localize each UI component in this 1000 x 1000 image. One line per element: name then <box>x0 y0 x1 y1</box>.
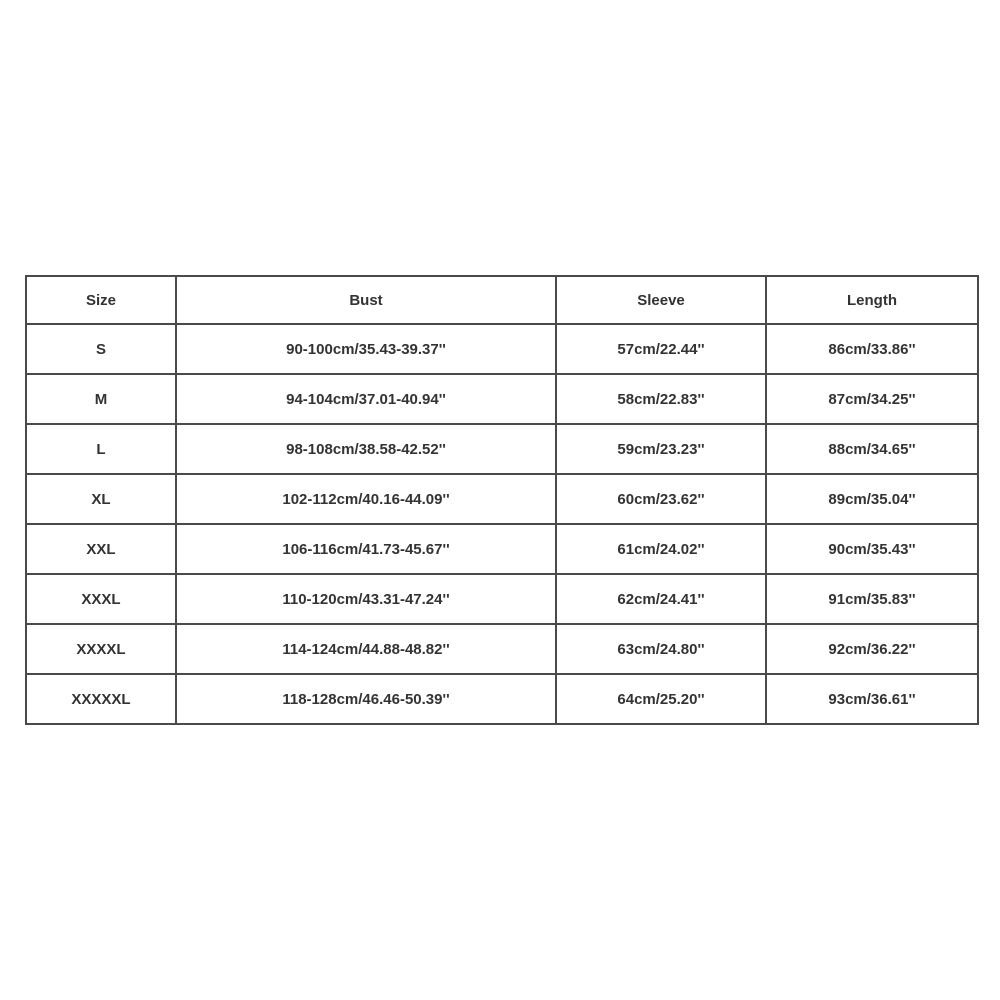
sleeve-cell: 64cm/25.20'' <box>556 674 766 724</box>
bust-cell: 94-104cm/37.01-40.94'' <box>176 374 556 424</box>
table-row <box>26 374 978 424</box>
sleeve-cell: 58cm/22.83'' <box>556 374 766 424</box>
sleeve-cell: 63cm/24.80'' <box>556 624 766 674</box>
table-row <box>26 574 978 624</box>
header-length: Length <box>766 276 978 324</box>
header-sleeve: Sleeve <box>556 276 766 324</box>
bust-cell: 102-112cm/40.16-44.09'' <box>176 474 556 524</box>
sleeve-cell: 62cm/24.41'' <box>556 574 766 624</box>
sleeve-cell: 60cm/23.62'' <box>556 474 766 524</box>
header-row <box>26 276 978 324</box>
size-cell: M <box>26 374 176 424</box>
size-cell: XXXXXL <box>26 674 176 724</box>
size-cell: S <box>26 324 176 374</box>
table-row <box>26 524 978 574</box>
table-row <box>26 674 978 724</box>
size-cell: XXL <box>26 524 176 574</box>
length-cell: 89cm/35.04'' <box>766 474 978 524</box>
length-cell: 93cm/36.61'' <box>766 674 978 724</box>
bust-cell: 110-120cm/43.31-47.24'' <box>176 574 556 624</box>
table-row <box>26 424 978 474</box>
size-cell: L <box>26 424 176 474</box>
length-cell: 86cm/33.86'' <box>766 324 978 374</box>
bust-cell: 90-100cm/35.43-39.37'' <box>176 324 556 374</box>
length-cell: 88cm/34.65'' <box>766 424 978 474</box>
bust-cell: 98-108cm/38.58-42.52'' <box>176 424 556 474</box>
size-cell: XXXL <box>26 574 176 624</box>
sleeve-cell: 57cm/22.44'' <box>556 324 766 374</box>
length-cell: 87cm/34.25'' <box>766 374 978 424</box>
size-chart <box>25 275 979 725</box>
length-cell: 92cm/36.22'' <box>766 624 978 674</box>
table-row <box>26 324 978 374</box>
sleeve-cell: 61cm/24.02'' <box>556 524 766 574</box>
bust-cell: 106-116cm/41.73-45.67'' <box>176 524 556 574</box>
header-bust: Bust <box>176 276 556 324</box>
size-cell: XL <box>26 474 176 524</box>
table-row <box>26 474 978 524</box>
bust-cell: 118-128cm/46.46-50.39'' <box>176 674 556 724</box>
table-row <box>26 624 978 674</box>
length-cell: 91cm/35.83'' <box>766 574 978 624</box>
size-chart-table <box>25 275 979 725</box>
size-cell: XXXXL <box>26 624 176 674</box>
sleeve-cell: 59cm/23.23'' <box>556 424 766 474</box>
length-cell: 90cm/35.43'' <box>766 524 978 574</box>
header-size: Size <box>26 276 176 324</box>
bust-cell: 114-124cm/44.88-48.82'' <box>176 624 556 674</box>
